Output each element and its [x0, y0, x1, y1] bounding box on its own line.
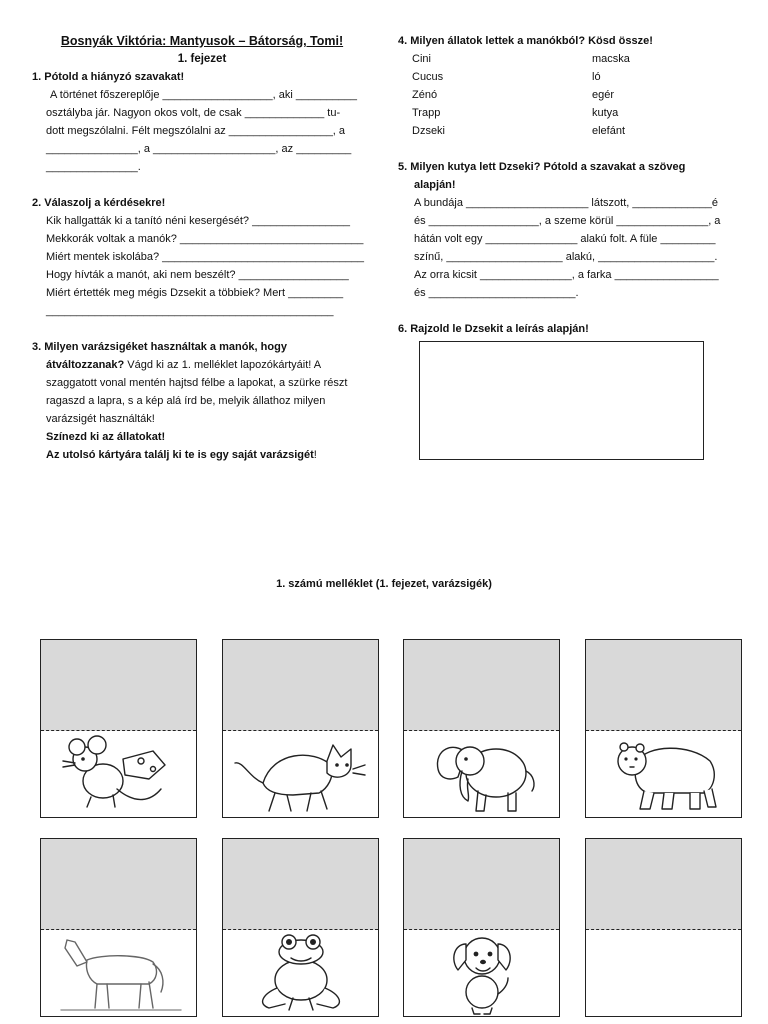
q3-own-spell: Az utolsó kártyára találj ki te is egy saját varázsigét: [46, 449, 314, 461]
flip-card-horse[interactable]: [40, 838, 197, 1017]
glue-area: [41, 640, 196, 731]
q4-name: Zénó: [412, 89, 438, 101]
glue-area: [223, 839, 378, 930]
drawing-box[interactable]: [419, 341, 704, 460]
glue-area: [223, 640, 378, 731]
q2-line: Kik hallgatták ki a tanító néni kesergését? ________________: [46, 215, 350, 227]
horse-icon: [41, 930, 196, 1016]
frog-icon: [223, 930, 378, 1016]
q2-line: Miért értették meg mégis Dzsekit a többiek? Mert _________: [46, 287, 344, 299]
flip-card-frog[interactable]: [222, 838, 379, 1017]
q1-heading: 1. Pótold a hiányzó szavakat!: [32, 71, 185, 83]
glue-area: [404, 640, 559, 731]
chapter-label: 1. fejezet: [177, 53, 227, 65]
q3-heading: 3. Milyen varázsigéket használtak a manók, hogy: [32, 341, 287, 353]
glue-area: [404, 839, 559, 930]
glue-area: [586, 839, 741, 930]
q1-line: A történet főszereplője __________________, aki __________: [50, 89, 358, 101]
flip-card-cat[interactable]: [222, 639, 379, 818]
left-column: [32, 32, 372, 464]
q4-animal: egér: [592, 89, 615, 101]
blank-picture-area: [586, 930, 741, 1016]
glue-area: [41, 839, 196, 930]
q4-name: Trapp: [412, 107, 441, 119]
q3-own-spell-end: !: [313, 449, 317, 461]
q5-line: színű, ___________________ alakú, ___________________.: [414, 251, 718, 263]
q3-line: ragaszd a lapra, s a kép alá írd be, melyik állathoz milyen: [46, 395, 326, 407]
q2-heading: 2. Válaszolj a kérdésekre!: [32, 197, 166, 209]
q3-line: varázsigét használták!: [46, 413, 155, 425]
flip-card-bear[interactable]: [585, 639, 742, 818]
q6-heading: 6. Rajzold le Dzsekit a leírás alapján!: [398, 323, 589, 335]
q3-heading-cont: átváltozzanak?: [46, 359, 125, 371]
glue-area: [586, 640, 741, 731]
dog-icon: [404, 930, 559, 1016]
q3-instruction: Vágd ki az 1. melléklet lapozókártyáit! A: [124, 359, 322, 371]
q5-heading-cont: alapján!: [414, 179, 456, 191]
q5-line: és ________________________.: [414, 287, 579, 299]
mouse-icon: [41, 731, 196, 817]
q1-line: _______________, a ____________________, az _________: [46, 143, 352, 155]
annex-title: 1. számú melléklet (1. fejezet, varázsigék): [276, 578, 492, 590]
q1-line: dott megszólalni. Félt megszólalni az _________________, a: [46, 125, 346, 137]
q5-line: A bundája ____________________ látszott, _____________é: [414, 197, 719, 209]
elephant-icon: [404, 731, 559, 817]
q3-line: [46, 446, 372, 464]
q5-line: és __________________, a szeme körül _______________, a: [414, 215, 721, 227]
q5-text: [398, 194, 740, 302]
q2-line: Mekkorák voltak a manók? ______________________________: [46, 233, 364, 245]
cat-icon: [223, 731, 378, 817]
q1-text: [32, 86, 372, 176]
flip-card-blank[interactable]: [585, 838, 742, 1017]
q1-line: _______________.: [46, 161, 141, 173]
bear-icon: [586, 731, 741, 817]
q5-line: Az orra kicsit _______________, a farka _________________: [414, 269, 719, 281]
q2-line: Hogy hívták a manót, aki nem beszélt? __________________: [46, 269, 349, 281]
q4-heading: 4. Milyen állatok lettek a manókból? Kösd össze!: [398, 35, 653, 47]
q2-questions: [32, 212, 372, 320]
q1-line: osztályba jár. Nagyon okos volt, de csak _____________ tu-: [46, 107, 341, 119]
flip-card-mouse[interactable]: [40, 639, 197, 818]
q4-name: Cini: [412, 53, 431, 65]
q4-name: Cucus: [412, 71, 444, 83]
q4-animal: macska: [592, 53, 630, 65]
flip-card-dog[interactable]: [403, 838, 560, 1017]
q2-line: _______________________________________________: [46, 305, 334, 317]
q4-animal: ló: [592, 71, 601, 83]
right-column: [398, 32, 740, 338]
flip-card-elephant[interactable]: [403, 639, 560, 818]
q3-color-instruction: Színezd ki az állatokat!: [46, 431, 166, 443]
q4-animal: kutya: [592, 107, 619, 119]
q5-line: hátán volt egy _______________ alakú folt. A füle _________: [414, 233, 716, 245]
q3-line: szaggatott vonal mentén hajtsd félbe a lapokat, a szürke részt: [46, 377, 348, 389]
worksheet-title: Bosnyák Viktória: Mantyusok – Bátorság, Tomi!: [60, 34, 344, 48]
q3-text: [32, 356, 372, 464]
q4-name: Dzseki: [412, 125, 446, 137]
q2-line: Miért mentek iskolába? _________________________________: [46, 251, 365, 263]
q4-matching-table: [398, 50, 740, 140]
q4-animal: elefánt: [592, 125, 626, 137]
q3-line: [46, 356, 372, 374]
q5-heading: 5. Milyen kutya lett Dzseki? Pótold a szavakat a szöveg: [398, 161, 686, 173]
